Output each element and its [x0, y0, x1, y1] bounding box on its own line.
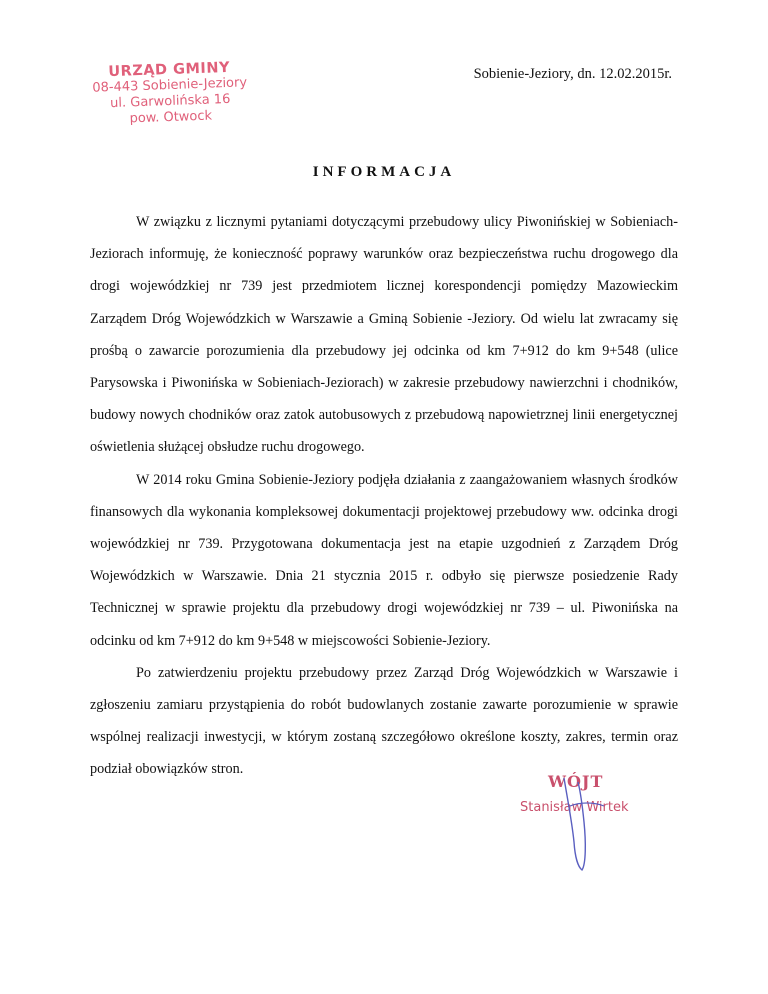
paragraph-2: W 2014 roku Gmina Sobienie-Jeziory podjęła działania z zaangażowaniem własnych środków finansowych dla wykonania kompleksowej dokumentacji projektowej przebudowy ww. odcinka drogi wojewódzkiej nr 739. Przygotowana dokumentacja jest na etapie uzgodnień z Zarządem Dróg Wojewódzkich w Warszawie. Dnia 21 stycznia 2015 r. odbyło się pierwsze posiedzenie Rady Technicznej w sprawie projektu dla przebudowy drogi wojewódzkiej nr 739 – ul. Piwonińska na odcinku od km 7+912 do km 9+548 w miejscowości Sobienie-Jeziory. — [90, 471, 678, 649]
document-body — [90, 206, 678, 786]
handwritten-signature-icon — [512, 772, 662, 882]
stamp-line-county: pow. Otwock — [129, 108, 213, 127]
signature-name: Stanisław Wirtek — [520, 800, 629, 815]
signature-title: WÓJT — [548, 772, 604, 791]
signature-block — [512, 772, 662, 882]
paragraph-3: Po zatwierdzeniu projektu przebudowy przez Zarząd Dróg Wojewódzkich w Warszawie i zgłoszeniu zamiaru przystąpienia do robót budowlanych zostanie zawarte porozumienie w sprawie wspólnej realizacji inwestycji, w którym zostaną szczegółowo określone koszty, zakres, termin oraz podział obowiązków stron. — [90, 664, 678, 778]
office-stamp — [69, 59, 271, 130]
paragraph-1: W związku z licznymi pytaniami dotyczącymi przebudowy ulicy Piwonińskiej w Sobieniach-Jeziorach informuję, że konieczność poprawy warunków oraz bezpieczeństwa ruchu drogowego dla drogi wojewódzkiej nr 739 jest przedmiotem licznej korespondencji pomiędzy Mazowieckim Zarządem Dróg Wojewódzkich w Warszawie a Gminą Sobienie -Jeziory. Od wielu lat zwracamy się prośbą o zawarcie porozumienia dla przebudowy jej odcinka od km 7+912 do km 9+548 (ulice Parysowska i Piwonińska w Sobieniach-Jeziorach) w zakresie przebudowy nawierzchni i chodników, budowy nowych chodników oraz zatok autobusowych z przebudową napowietrznej linii energetycznej oświetlenia służącej obsłudze ruchu drogowego. — [90, 214, 678, 456]
stamp-line-street: ul. Garwolińska 16 — [109, 91, 231, 112]
stamp-line-office: URZĄD GMINY — [108, 59, 231, 81]
stamp-line-postal: 08-443 Sobienie-Jeziory — [92, 75, 248, 96]
place-and-date: Sobienie-Jeziory, dn. 12.02.2015r. — [473, 66, 672, 82]
document-title: INFORMACJA — [312, 164, 456, 180]
